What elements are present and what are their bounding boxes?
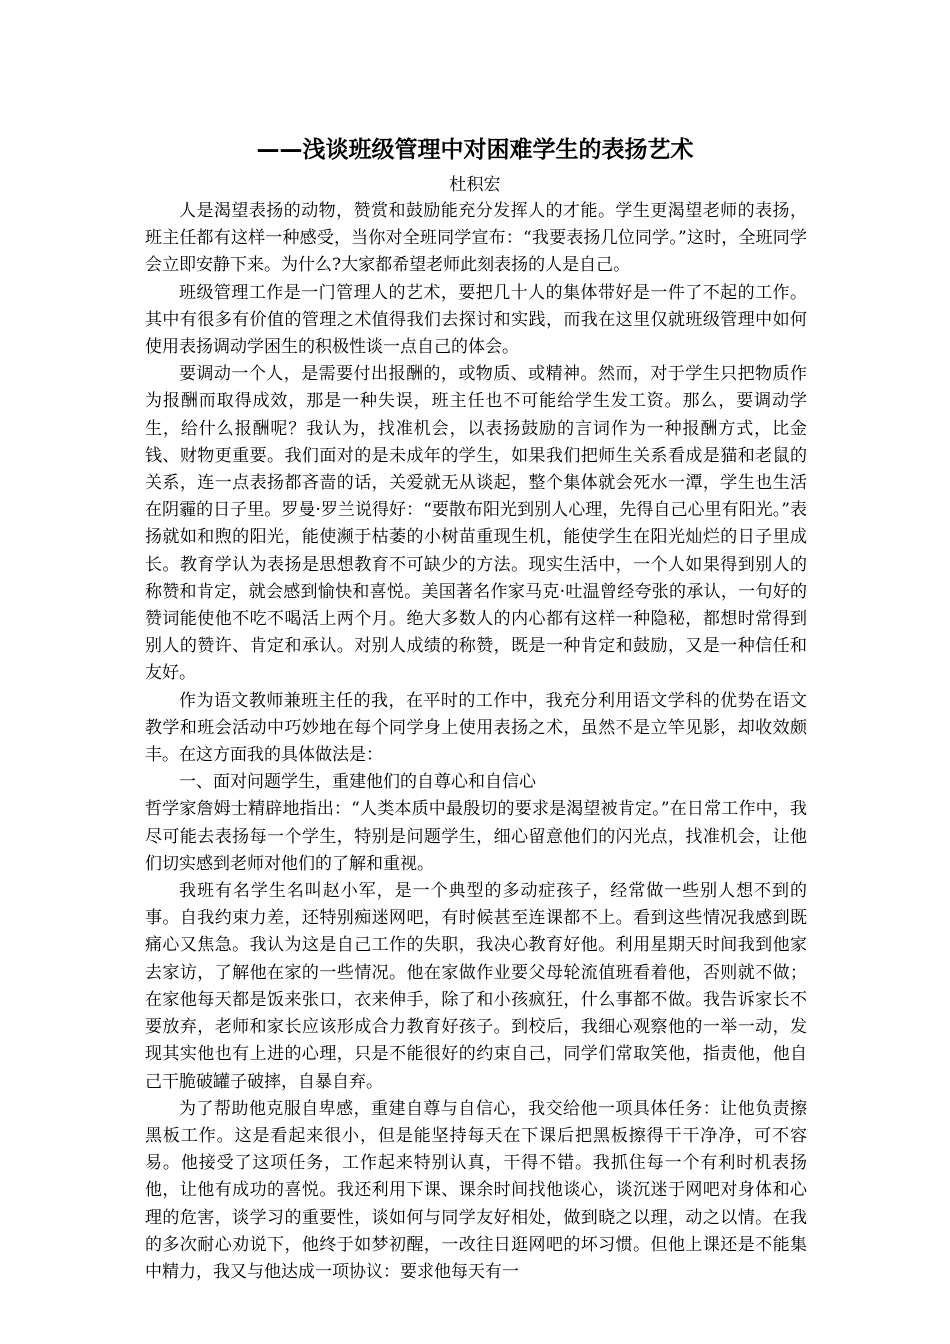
paragraph: 我班有名学生名叫赵小军，是一个典型的多动症孩子，经常做一些别人想不到的事。自我约束力差，还特别痴迷网吧，有时候甚至连课都不上。看到这些情况我感到既痛心又焦急。我认为这是自己工作的失职，我决心教育好他。利用星期天时间我到他家去家访，了解他在家的一些情况。他在家做作业要父母轮流值班看着他，否则就不做；在家他每天都是饭来张口，衣来伸手，除了和小孩疯狂，什么事都不做。我告诉家长不要放弃，老师和家长应该形成合力教育好孩子。到校后，我细心观察他的一举一动，发现其实他也有上进的心理，只是不能很好的约束自己，同学们常取笑他，指责他，他自己干脆破罐子破摔，自暴自弃。 bbox=[145, 881, 807, 1092]
paragraph: 哲学家詹姆士精辟地指出：“人类本质中最殷切的要求是渴望被肯定。”在日常工作中，我尽可能去表扬每一个学生，特别是问题学生，细心留意他们的闪光点，找准机会，让他们切实感到老师对他们的了解和重视。 bbox=[145, 799, 807, 874]
document-author: 杜积宏 bbox=[449, 175, 501, 195]
paragraph: 人是渴望表扬的动物，赞赏和鼓励能充分发挥人的才能。学生更渴望老师的表扬，班主任都有这样一种感受，当你对全班同学宣布：“我要表扬几位同学。”这时，全班同学会立即安静下来。为什么?大家都希望老师此刻表扬的人是自己。 bbox=[145, 201, 807, 276]
document-body bbox=[145, 198, 807, 1286]
paragraph: 为了帮助他克服自卑感，重建自尊与自信心，我交给他一项具体任务：让他负责擦黑板工作。这是看起来很小，但是能坚持每天在下课后把黑板擦得干干净净，可不容易。他接受了这项任务，工作起来特别认真，干得不错。我抓住每一个有利时机表扬他，让他有成功的喜悦。我还利用下课、课余时间找他谈心，谈沉迷于网吧对身体和心理的危害，谈学习的重要性，谈如何与同学友好相处，做到晓之以理，动之以情。在我的多次耐心劝说下，他终于如梦初醒，一改往日逛网吧的坏习惯。但他上课还是不能集中精力，我又与他达成一项协议：要求他每天有一 bbox=[145, 1098, 807, 1282]
paragraph: 作为语文教师兼班主任的我，在平时的工作中，我充分利用语文学科的优势在语文教学和班会活动中巧妙地在每个同学身上使用表扬之术，虽然不是立竿见影，却收效颇丰。在这方面我的具体做法是： bbox=[145, 690, 807, 766]
paragraph: 要调动一个人，是需要付出报酬的，或物质、或精神。然而，对于学生只把物质作为报酬而取得成效，那是一种失误，班主任也不可能给学生发工资。那么，要调动学生，给什么报酬呢？我认为，找准机会，以表扬鼓励的言词作为一种报酬方式，比金钱、财物更重要。我们面对的是未成年的学生，如果我们把师生关系看成是猫和老鼠的关系，连一点表扬都吝啬的话，关爱就无从谈起，整个集体就会死水一潭，学生也生活在阴霾的日子里。罗曼·罗兰说得好：“要散布阳光到别人心理，先得自己心里有阳光。”表扬就如和煦的阳光，能使濒于枯萎的小树苗重现生机，能使学生在阳光灿烂的日子里成长。教育学认为表扬是思想教育不可缺少的方法。现实生活中，一个人如果得到别人的称赞和肯定，就会感到愉快和喜悦。美国著名作家马克·吐温曾经夸张的承认，一句好的赞词能使他不吃不喝活上两个月。绝大多数人的内心都有这样一种隐秘，都想时常得到别人的赞许、肯定和承认。对别人成绩的称赞，既是一种肯定和鼓励，又是一种信任和友好。 bbox=[145, 364, 807, 684]
document-title: ——浅谈班级管理中对困难学生的表扬艺术 bbox=[256, 137, 694, 163]
section-heading: 一、面对问题学生，重建他们的自尊心和自信心 bbox=[179, 772, 536, 793]
paragraph: 班级管理工作是一门管理人的艺术，要把几十人的集体带好是一件了不起的工作。其中有很多有价值的管理之术值得我们去探讨和实践，而我在这里仅就班级管理中如何使用表扬调动学困生的积极性谈一点自己的体会。 bbox=[145, 282, 807, 358]
